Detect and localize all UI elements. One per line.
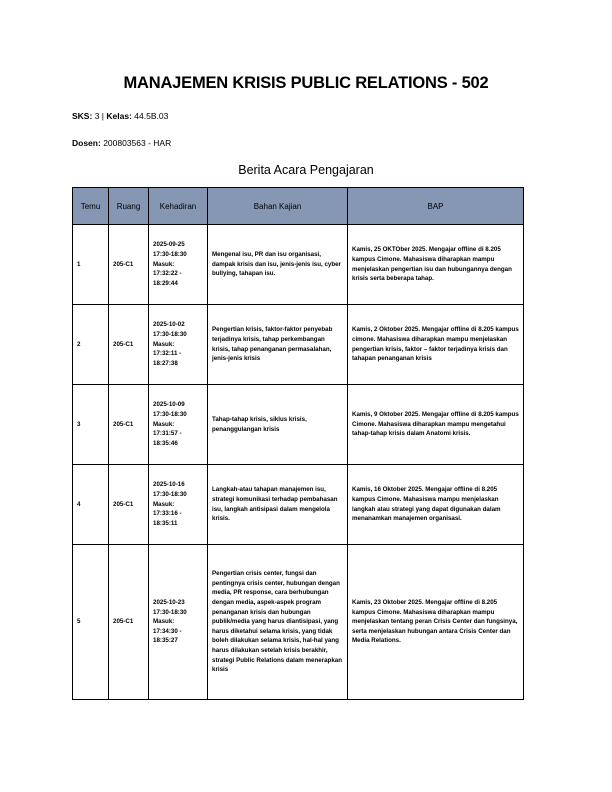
kehadiran-date: 2025-10-02 [153,321,185,329]
kehadiran-schedule: 17:30-18:30 [153,251,187,259]
kehadiran-schedule: 17:30-18:30 [153,331,187,339]
kelas-label: Kelas: [106,111,132,121]
cell-bahan-kajian: Mengenal isu, PR dan isu organisasi, dampak krisis dan isu, jenis-jenis isu, cyber bullying, tahapan isu. [208,225,348,305]
kehadiran-date: 2025-09-25 [153,241,185,249]
cell-ruang: 205-C1 [109,465,149,545]
cell-ruang: 205-C1 [109,225,149,305]
sks-value: 3 [94,111,100,121]
cell-kehadiran [149,385,208,465]
cell-bap: Kamis, 9 Oktober 2025. Mengajar offline di 8.205 kampus Cimone. Mahasiswa diharapkan mampu mengetahui tahap-tahap krisis dalam Anatomi krisis. [348,385,524,465]
cell-bahan-kajian: Pengertian krisis, faktor-faktor penyebab terjadinya krisis, tahap perkembangan krisis, tahap penanganan permasalahan, jenis-jenis krisis [208,305,348,385]
section-title: Berita Acara Pengajaran [238,163,374,177]
header-bahan-kajian: Bahan Kajian [208,188,348,225]
cell-kehadiran [149,545,208,700]
kehadiran-in: 17:34:30 - [153,627,182,635]
cell-temu: 1 [73,225,109,305]
kehadiran-in: 17:31:57 - [153,430,182,438]
kehadiran-schedule: 17:30-18:30 [153,608,187,616]
cell-kehadiran [149,465,208,545]
cell-temu: 5 [73,545,109,700]
kehadiran-in: 17:32:22 - [153,270,182,278]
table-row [73,545,524,700]
kehadiran-masuk-label: Masuk: [153,500,175,508]
kehadiran-date: 2025-10-09 [153,401,185,409]
kehadiran-date: 2025-10-23 [153,598,185,606]
kehadiran-out: 18:27:38 [153,359,178,367]
cell-bap: Kamis, 2 Oktober 2025. Mengajar offline di 8.205 kampus cimone. Mahasiswa diharapkan mampu menjelaskan pengertian krisis, faktor – faktor terjadinya krisis dan tahapan penanganan krisis [348,305,524,385]
kehadiran-out: 18:29:44 [153,279,178,287]
kehadiran-masuk-label: Masuk: [153,260,175,268]
bap-table [72,187,524,700]
table-row [73,385,524,465]
cell-ruang: 205-C1 [109,385,149,465]
header-ruang: Ruang [109,188,149,225]
cell-temu: 3 [73,385,109,465]
kehadiran-masuk-label: Masuk: [153,618,175,626]
kehadiran-masuk-label: Masuk: [153,340,175,348]
cell-bap: Kamis, 25 OKTOber 2025. Mengajar offline di 8.205 kampus Cimone. Mahasiswa diharapkan mampu menjelaskan pengertian isu dan hubungannya dengan krisis serta beberapa tahap. [348,225,524,305]
kehadiran-in: 17:32:11 - [153,350,182,358]
cell-bap: Kamis, 23 Oktober 2025. Mengajar offline di 8.205 kampus Cimone. Mahasiswa diharapkan mampu menjelaskan tentang peran Crisis Center dan fungsinya, serta menjelaskan hubungan antara Crisis Center dan Media Relations. [348,545,524,700]
cell-ruang: 205-C1 [109,305,149,385]
dosen-value: 200803563 - HAR [103,138,172,148]
page-title: MANAJEMEN KRISIS PUBLIC RELATIONS - 502 [123,74,489,92]
table-row [73,225,524,305]
kehadiran-out: 18:35:11 [153,519,178,527]
header-kehadiran: Kehadiran [149,188,208,225]
kehadiran-schedule: 17:30-18:30 [153,491,187,499]
table-row [73,305,524,385]
kehadiran-schedule: 17:30-18:30 [153,411,187,419]
cell-kehadiran [149,305,208,385]
cell-ruang: 205-C1 [109,545,149,700]
meta-separator: | [101,111,105,121]
course-meta-dosen [72,138,171,148]
sks-label: SKS: [72,111,93,121]
cell-bahan-kajian: Langkah-atau tahapan manajemen isu, strategi komunikasi terhadap pembahasan isu, langkah antisipasi dalam mengelola krisis. [208,465,348,545]
cell-temu: 2 [73,305,109,385]
dosen-label: Dosen: [72,138,101,148]
cell-bahan-kajian: Pengertian crisis center, fungsi dan pentingnya crisis center, hubungan dengan media, PR response, cara berhubungan dengan media, aspek-aspek program penanganan krisis dan hubungan publik/media yang harus diantisipasi, yang harus diketahui selama krisis, yang tidak boleh dilakukan selama krisis, hal-hal yang harus dilakukan setelah krisis berakhir, strategi Public Relations dalam menerapkan krisis [208,545,348,700]
cell-bahan-kajian: Tahap-tahap krisis, siklus krisis, penanggulangan krisis [208,385,348,465]
course-meta-sks-kelas [72,111,168,121]
kehadiran-out: 18:35:27 [153,637,178,645]
header-bap: BAP [348,188,524,225]
kelas-value: 44.5B.03 [134,111,169,121]
cell-bap: Kamis, 16 Oktober 2025. Mengajar offline di 8.205 kampus Cimone. Mahasiswa mampu menjelaskan langkah atau strategi yang dapat digunakan dalam menanamkan manajemen organisasi. [348,465,524,545]
kehadiran-out: 18:35:46 [153,439,178,447]
cell-temu: 4 [73,465,109,545]
table-row [73,465,524,545]
table-header-row [73,188,524,225]
kehadiran-in: 17:33:16 - [153,510,182,518]
cell-kehadiran [149,225,208,305]
kehadiran-date: 2025-10-16 [153,481,185,489]
kehadiran-masuk-label: Masuk: [153,420,175,428]
header-temu: Temu [73,188,109,225]
